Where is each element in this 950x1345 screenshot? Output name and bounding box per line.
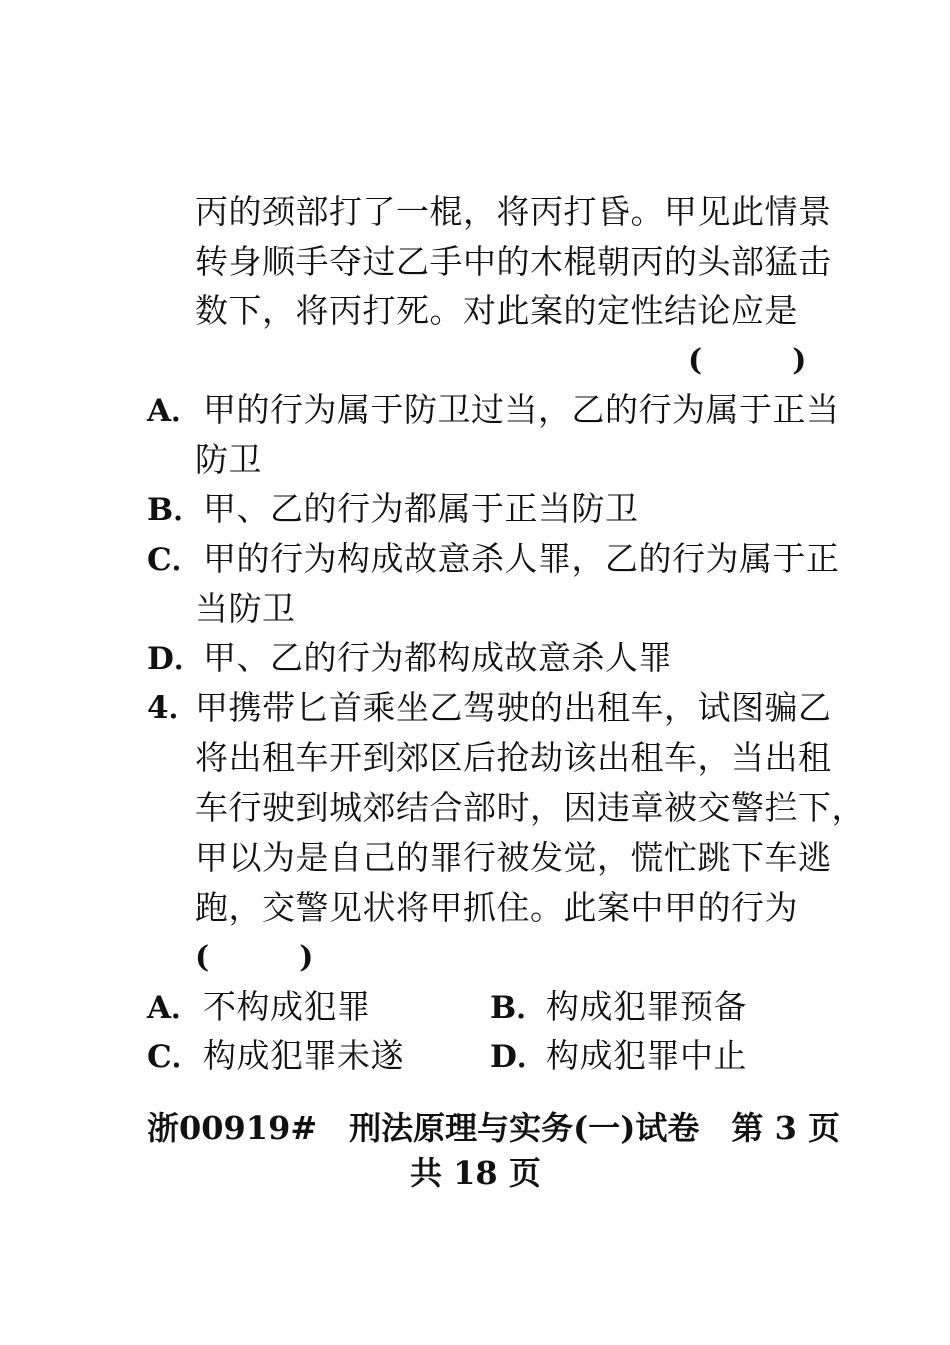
q3-option-c-line-2: 当防卫 [195,589,296,628]
q3-option-c-line-1: 甲的行为构成故意杀人罪，乙的行为属于正 [203,539,840,578]
q3-option-a-label: A． [147,393,203,429]
q3-stem-line-3: 数下，将丙打死。对此案的定性结论应是 [195,291,798,330]
q4-option-a-text: 不构成犯罪 [203,987,371,1026]
q3-option-b-label: B． [147,492,205,528]
q3-option-d-line-1: 甲、乙的行为都构成故意杀人罪 [203,638,672,677]
q4-answer-blank: ( ) [195,940,314,975]
q4-option-d-text: 构成犯罪中止 [546,1036,747,1075]
q3-stem-line-1: 丙的颈部打了一棍，将丙打昏。甲见此情景 [195,192,832,231]
q3-option-b-line-1: 甲、乙的行为都属于正当防卫 [203,489,639,528]
q3-option-d-label: D． [147,641,205,677]
q4-stem-line-1: 甲携带匕首乘坐乙驾驶的出租车，试图骗乙 [195,688,832,727]
q4-option-d-label: D． [490,1039,548,1075]
q3-answer-blank: ( ) [688,343,807,378]
q3-option-c-label: C． [147,542,203,578]
q4-option-c-label: C． [147,1039,203,1075]
q4-option-b-text: 构成犯罪预备 [546,987,747,1026]
q4-stem-line-3: 车行驶到城郊结合部时，因违章被交警拦下， [195,788,865,827]
footer-page-total: 共 18 页 [410,1154,541,1192]
footer-exam-info: 浙00919# 刑法原理与实务(一)试卷 第 3 页 [147,1109,840,1147]
q4-option-b-label: B． [490,990,548,1026]
q4-option-c-text: 构成犯罪未遂 [203,1036,404,1075]
q4-stem-line-2: 将出租车开到郊区后抢劫该出租车，当出租 [195,738,832,777]
q4-stem-line-5: 跑，交警见状将甲抓住。此案中甲的行为 [195,888,798,927]
q3-option-a-line-1: 甲的行为属于防卫过当，乙的行为属于正当 [203,390,840,429]
q3-stem-line-2: 转身顺手夺过乙手中的木棍朝丙的头部猛击 [195,242,832,281]
q3-option-a-line-2: 防卫 [195,440,262,479]
q4-number: 4． [147,690,200,726]
q4-option-a-label: A． [147,990,203,1026]
q4-stem-line-4: 甲以为是自己的罪行被发觉，慌忙跳下车逃 [195,838,832,877]
